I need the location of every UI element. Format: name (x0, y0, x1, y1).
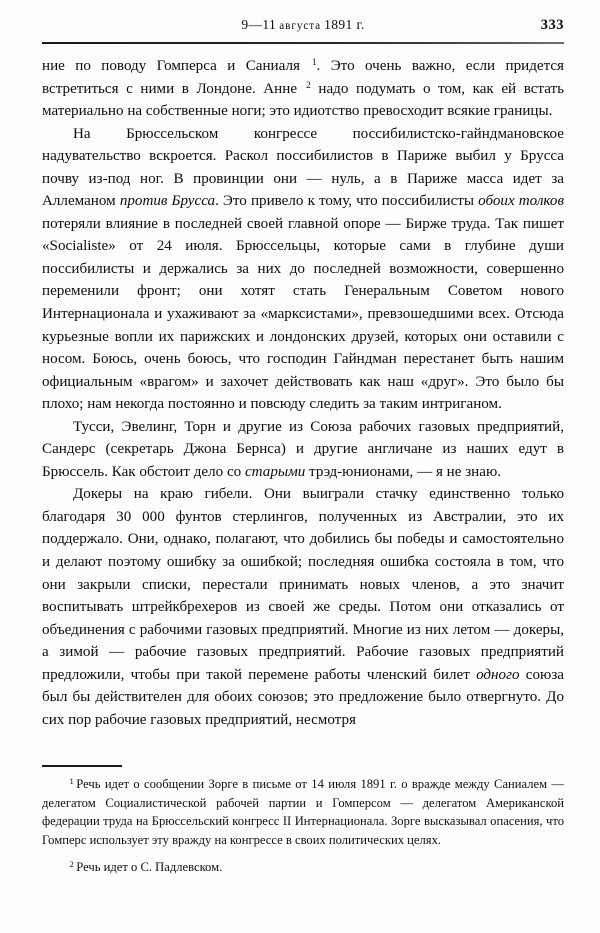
running-head-date-range: 9—11 (241, 17, 277, 32)
running-head (42, 17, 564, 39)
body-paragraph (42, 123, 564, 416)
emphasised-text: одного (476, 666, 520, 683)
body-text-run: надо подумать о том, как ей встать материально на собственные ноги; это идиотство превосходит всякие границы. (42, 80, 564, 120)
body-text-run: ние по поводу Гомперса и Саниаля (42, 58, 311, 74)
body-text-run: Докеры на краю гибели. Они выиграли стачку единственно только благодаря 30 000 фунтов стерлингов, полученных из Австралии, это их поддержало. Они, однако, полагают, что добились бы победы и самостоятельно и делают поэтому ошибку за ошибкой; последняя ошибка состояла в том, что они закрыли списки, перестали принимать новых членов, а это значит воспитывать штрейкбрехеров из своей же среды. Потом они отказались от объединения с рабочими газовых предприятий. Многие из них летом — докеры, а зимой — рабочие газовых предприятий. Рабочие газовых предприятий предложили, чтобы при такой перемене работы членский билет (42, 486, 564, 683)
footnote-item (42, 775, 564, 849)
body-text-run: . Это очень важно, если придется встретиться с ними в Лондоне. Анне (42, 58, 564, 97)
emphasised-text: против Брусса (119, 193, 216, 210)
emphasised-text: старыми (244, 463, 306, 480)
body-text-run: трэд-юнионами, — я не знаю. (305, 463, 501, 480)
emphasised-text: обоих толков (478, 193, 565, 210)
body-text (42, 55, 564, 731)
running-head-title (42, 17, 564, 33)
footnote-marker[interactable]: 2 (69, 859, 74, 870)
footnote-reference[interactable]: 1 (311, 58, 317, 69)
header-divider-rule (42, 42, 564, 44)
footnote-text: Речь идет о С. Падлевском. (76, 860, 223, 875)
body-text-run: . Это привело к тому, что поссибилисты (215, 193, 479, 210)
running-head-month: августа (279, 20, 321, 32)
footnotes (42, 775, 564, 877)
body-paragraph (42, 55, 564, 123)
body-paragraph (42, 416, 564, 484)
footnote-marker[interactable]: 1 (69, 775, 74, 786)
page-number: 333 (540, 17, 564, 33)
body-text-run: потеряли влияние в последней своей главной опоре — Бирже труда. Так пишет «Socialiste» от 24 июля. Брюссельцы, которые сами в глубине души поссибилисты и держались за них до последней возможности, совершенно переменили фронт; они хотят стать Генеральным Советом нового Интернационала и ухаживают за «марксистами», превзошедшими всех. Отсюда курьезные вопли их парижских и лондонских друзей, которых они оставили с носом. Боюсь, очень боюсь, что господин Гайндман перестанет быть нашим официальным «врагом» и захочет действовать как наш «друг». Это было бы плохо; нам некогда постоянно и повсюду следить за таким интриганом. (42, 215, 564, 413)
footnote-divider-rule (42, 765, 122, 767)
body-text-run: На Брюссельском конгрессе поссибилистско-гайндмановское надувательство вскроется. Раскол поссибилистов в Париже выбил у Брусса почву из-под ног. В провинции они — нуль, а в Париже масса идет за Аллеманом (42, 125, 564, 210)
body-text-run: союза был бы действителен для обоих союзов; это предложение было отвергнуто. До сих пор рабочие газовых предприятий, несмотря (42, 666, 564, 728)
running-head-year: 1891 г. (324, 17, 365, 32)
footnote-item (42, 858, 564, 877)
body-text-run: Тусси, Эвелинг, Торн и другие из Союза рабочих газовых предприятий, Сандерс (секретарь Джона Бернса) и другие англичане из наших едут в Брюссель. Как обстоит дело со (42, 418, 564, 480)
body-paragraph (42, 483, 564, 731)
footnote-text: Речь идет о сообщении Зорге в письме от 14 июля 1891 г. о враждe между Саниалем — делегатом Социалистической рабочей партии и Гомперсом — делегатом Американской федерации труда на Брюссельский конгресс II Интернационала. Зорге высказывал опасения, что Гомперс использует эту вражду на конгрессе в своих политических целях. (42, 777, 564, 847)
footnote-reference[interactable]: 2 (306, 80, 311, 91)
